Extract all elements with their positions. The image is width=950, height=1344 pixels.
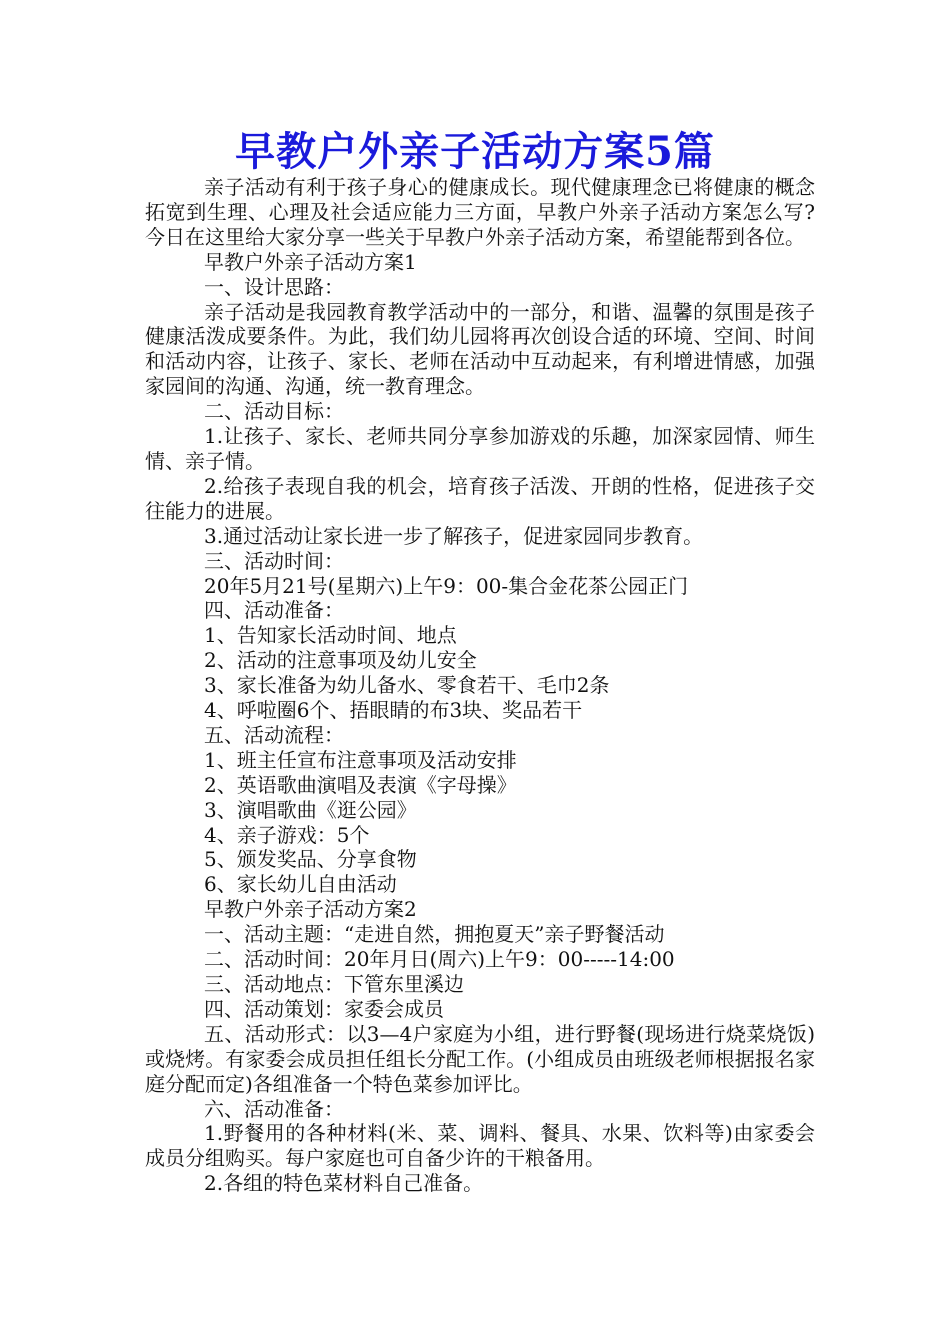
list-item: 1、班主任宣布注意事项及活动安排 [204, 747, 517, 772]
list-item: 4、呼啦圈6个、捂眼睛的布3块、奖品若干 [204, 698, 583, 723]
paragraph: 五、活动形式：以3—4户家庭为小组，进行野餐(现场进行烧菜烧饭)或烧烤。有家委会成员担任组长分配工作。(小组成员由班级老师根据报名家庭分配而定)各组准备一个特色菜参加评比。 [145, 1021, 815, 1096]
list-item: 1、告知家长活动时间、地点 [204, 623, 457, 648]
paragraph: 2.给孩子表现自我的机会，培育孩子活泼、开朗的性格，促进孩子交往能力的进展。 [145, 473, 815, 523]
paragraph: 一、活动主题：“走进自然，拥抱夏天”亲子野餐活动 [204, 922, 665, 947]
paragraph-heading: 五、活动流程： [204, 722, 344, 747]
list-item: 2、英语歌曲演唱及表演《字母操》 [204, 772, 517, 797]
document-title: 早教户外亲子活动方案5篇 [235, 128, 715, 175]
paragraph: 1.野餐用的各种材料(米、菜、调料、餐具、水果、饮料等)由家委会成员分组购买。每户家庭也可自备少许的干粮备用。 [145, 1121, 815, 1171]
paragraph-heading: 三、活动时间： [204, 548, 344, 573]
section-heading-plan-2: 早教户外亲子活动方案2 [204, 897, 417, 922]
list-item: 3、家长准备为幼儿备水、零食若干、毛巾2条 [204, 673, 610, 698]
paragraph-heading: 六、活动准备： [204, 1096, 344, 1121]
paragraph: 亲子活动是我园教育教学活动中的一部分，和谐、温馨的氛围是孩子健康活泼成要条件。为此，我们幼儿园将再次创设合适的环境、空间、时间和活动内容，让孩子、家长、老师在活动中互动起来，有利增进情感，加强家园间的沟通、沟通，统一教育理念。 [145, 299, 815, 399]
paragraph: 二、活动时间：20年月日(周六)上午9：00-----14:00 [204, 947, 675, 972]
document-body [145, 175, 815, 1196]
paragraph: 1.让孩子、家长、老师共同分享参加游戏的乐趣，加深家园情、师生情、亲子情。 [145, 424, 815, 473]
list-item: 6、家长幼儿自由活动 [204, 872, 397, 897]
list-item: 5、颁发奖品、分享食物 [204, 847, 417, 872]
paragraph-intro: 亲子活动有利于孩子身心的健康成长。现代健康理念已将健康的概念拓宽到生理、心理及社会适应能力三方面，早教户外亲子活动方案怎么写?今日在这里给大家分享一些关于早教户外亲子活动方案，希望能帮到各位。 [145, 175, 815, 249]
list-item: 4、亲子游戏：5个 [204, 822, 370, 847]
paragraph-heading: 四、活动准备： [204, 598, 344, 623]
paragraph: 2.各组的特色菜材料自己准备。 [204, 1171, 484, 1196]
list-item: 2、活动的注意事项及幼儿安全 [204, 648, 477, 673]
section-heading-plan-1: 早教户外亲子活动方案1 [204, 249, 417, 274]
list-item: 3、演唱歌曲《逛公园》 [204, 797, 417, 822]
paragraph: 三、活动地点：下管东里溪边 [204, 972, 464, 996]
paragraph: 四、活动策划：家委会成员 [204, 996, 444, 1021]
paragraph-heading: 一、设计思路： [204, 274, 344, 299]
paragraph: 3.通过活动让家长进一步了解孩子，促进家园同步教育。 [204, 523, 704, 548]
paragraph-heading: 二、活动目标： [204, 399, 344, 424]
paragraph: 20年5月21号(星期六)上午9：00-集合金花茶公园正门 [204, 573, 689, 598]
